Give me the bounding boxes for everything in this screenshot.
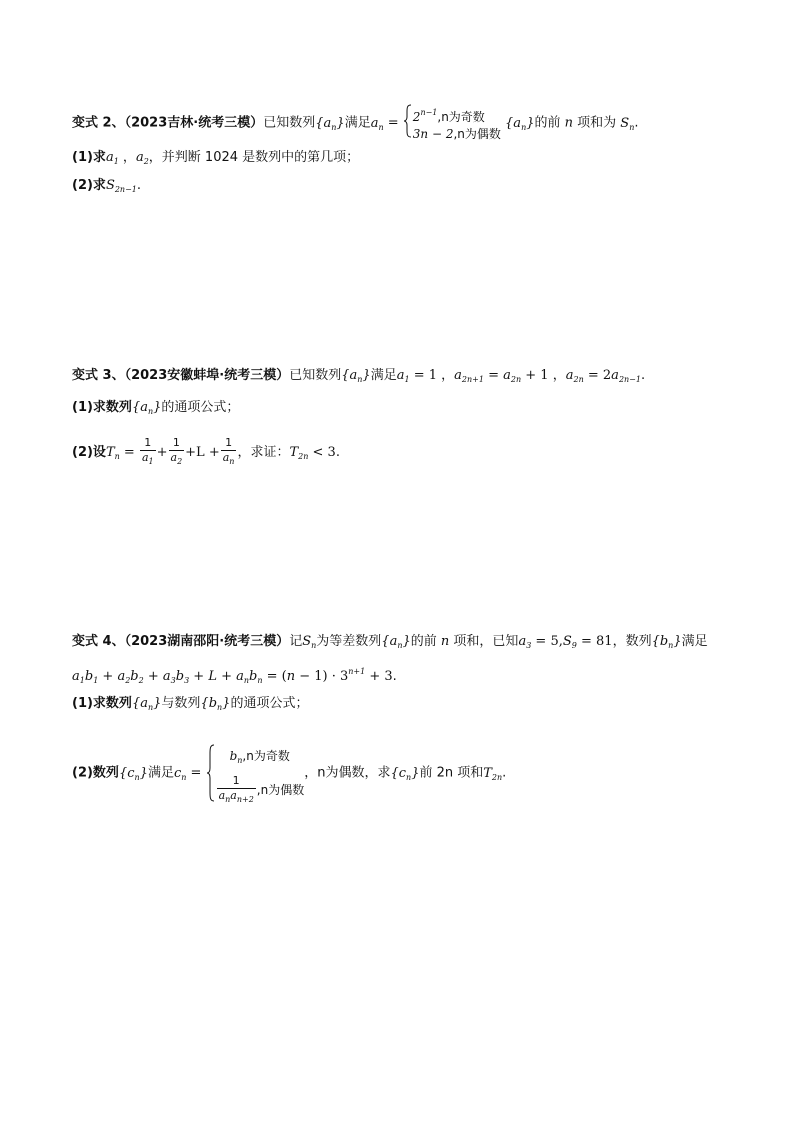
left-brace-icon (206, 744, 215, 802)
problem-2-source: （2023吉林·统考三模） (124, 115, 264, 131)
piecewise-definition (403, 104, 501, 141)
problem-3-stem: 变式 3、（2023安徽蚌埠·统考三模）已知数列$\{a_n\}$满足$a_1 = 1$ ，$a_{2n+1} = a_{2n} + 1$ ，$a_{2n} = 2a_{2n-1}$. (72, 368, 646, 384)
problem-4-q1: (1)求数列$\{a_n\}$与数列$\{b_n\}$的通项公式； (72, 696, 309, 712)
problem-2-stem-text: 已知数列 (263, 115, 316, 131)
case-odd: $2^{n-1},n$为奇数 (412, 108, 485, 124)
fraction-1-over-a2: $\frac{1}{a_2}$ (170, 436, 183, 466)
problem-4-stem-line-1: 变式 4、（2023湖南邵阳·统考三模）记$S_n$为等差数列$\{a_n\}$的前 n 项和，已知$a_3 = 5,S_9 = 81$，数列$\{b_n\}$满足 (72, 634, 708, 650)
problem-3-q1: (1)求数列$\{a_n\}$的通项公式； (72, 400, 240, 416)
problem-4-stem-line-2: $a_1b_1 + a_2b_2 + a_3b_3 + L + a_nb_n = (n - 1) \cdot 3^{n+1} + 3$. (72, 667, 397, 685)
fraction-1-over-a1: $\frac{1}{a_1}$ (141, 436, 154, 466)
case-cn-odd: $b_n,n$为奇数 (229, 749, 290, 765)
fraction-1-over-an: $\frac{1}{a_n}$ (222, 436, 235, 466)
case-even: 3n − 2,n为偶数 (412, 127, 501, 141)
case-cn-even: $\frac{1}{a_na_{n+2}}$ ,n为偶数 (218, 774, 305, 804)
math-seq-an-2: $\{a_n\}$ (500, 115, 535, 132)
problem-4-q2: (2)数列$\{c_n\}$满足$c_n$ = $b_n,n$为奇数 $\frac{1}{a_na_{n+2}}$ ,n为偶数 ，n为偶数，求$\{c_n\}$前 2n 项和$T_{2n}$. (72, 744, 506, 802)
problem-2-stem-mid: 满足 (344, 115, 371, 131)
math-seq-an: $\{a_n\}$ (315, 115, 345, 132)
problem-2-label: 变式 2、 (72, 115, 125, 131)
left-brace-icon (403, 104, 412, 138)
problem-2-stem: 变式 2、（2023吉林·统考三模）已知数列$\{a_n\}$满足$a_n$ = $2^{n-1},n$为奇数 3n − 2,n为偶数 $\{a_n\}$的前 n 项和为 $S_n$. (72, 106, 639, 140)
math-an-equals: $a_n$ (370, 115, 384, 132)
piecewise-cn (206, 744, 305, 802)
problem-2-q2: (2)求$S_{2n-1}$. (72, 178, 142, 194)
problem-3-q2: (2)设$T_n$ = $\frac{1}{a_1}$ + $\frac{1}{a_2}$ +L + $\frac{1}{a_n}$ ，求证：$T_{2n} < 3$. (72, 436, 340, 469)
problem-2-q1: (1)求$a_1$ ，$a_2$，并判断 1024 是数列中的第几项； (72, 150, 360, 166)
